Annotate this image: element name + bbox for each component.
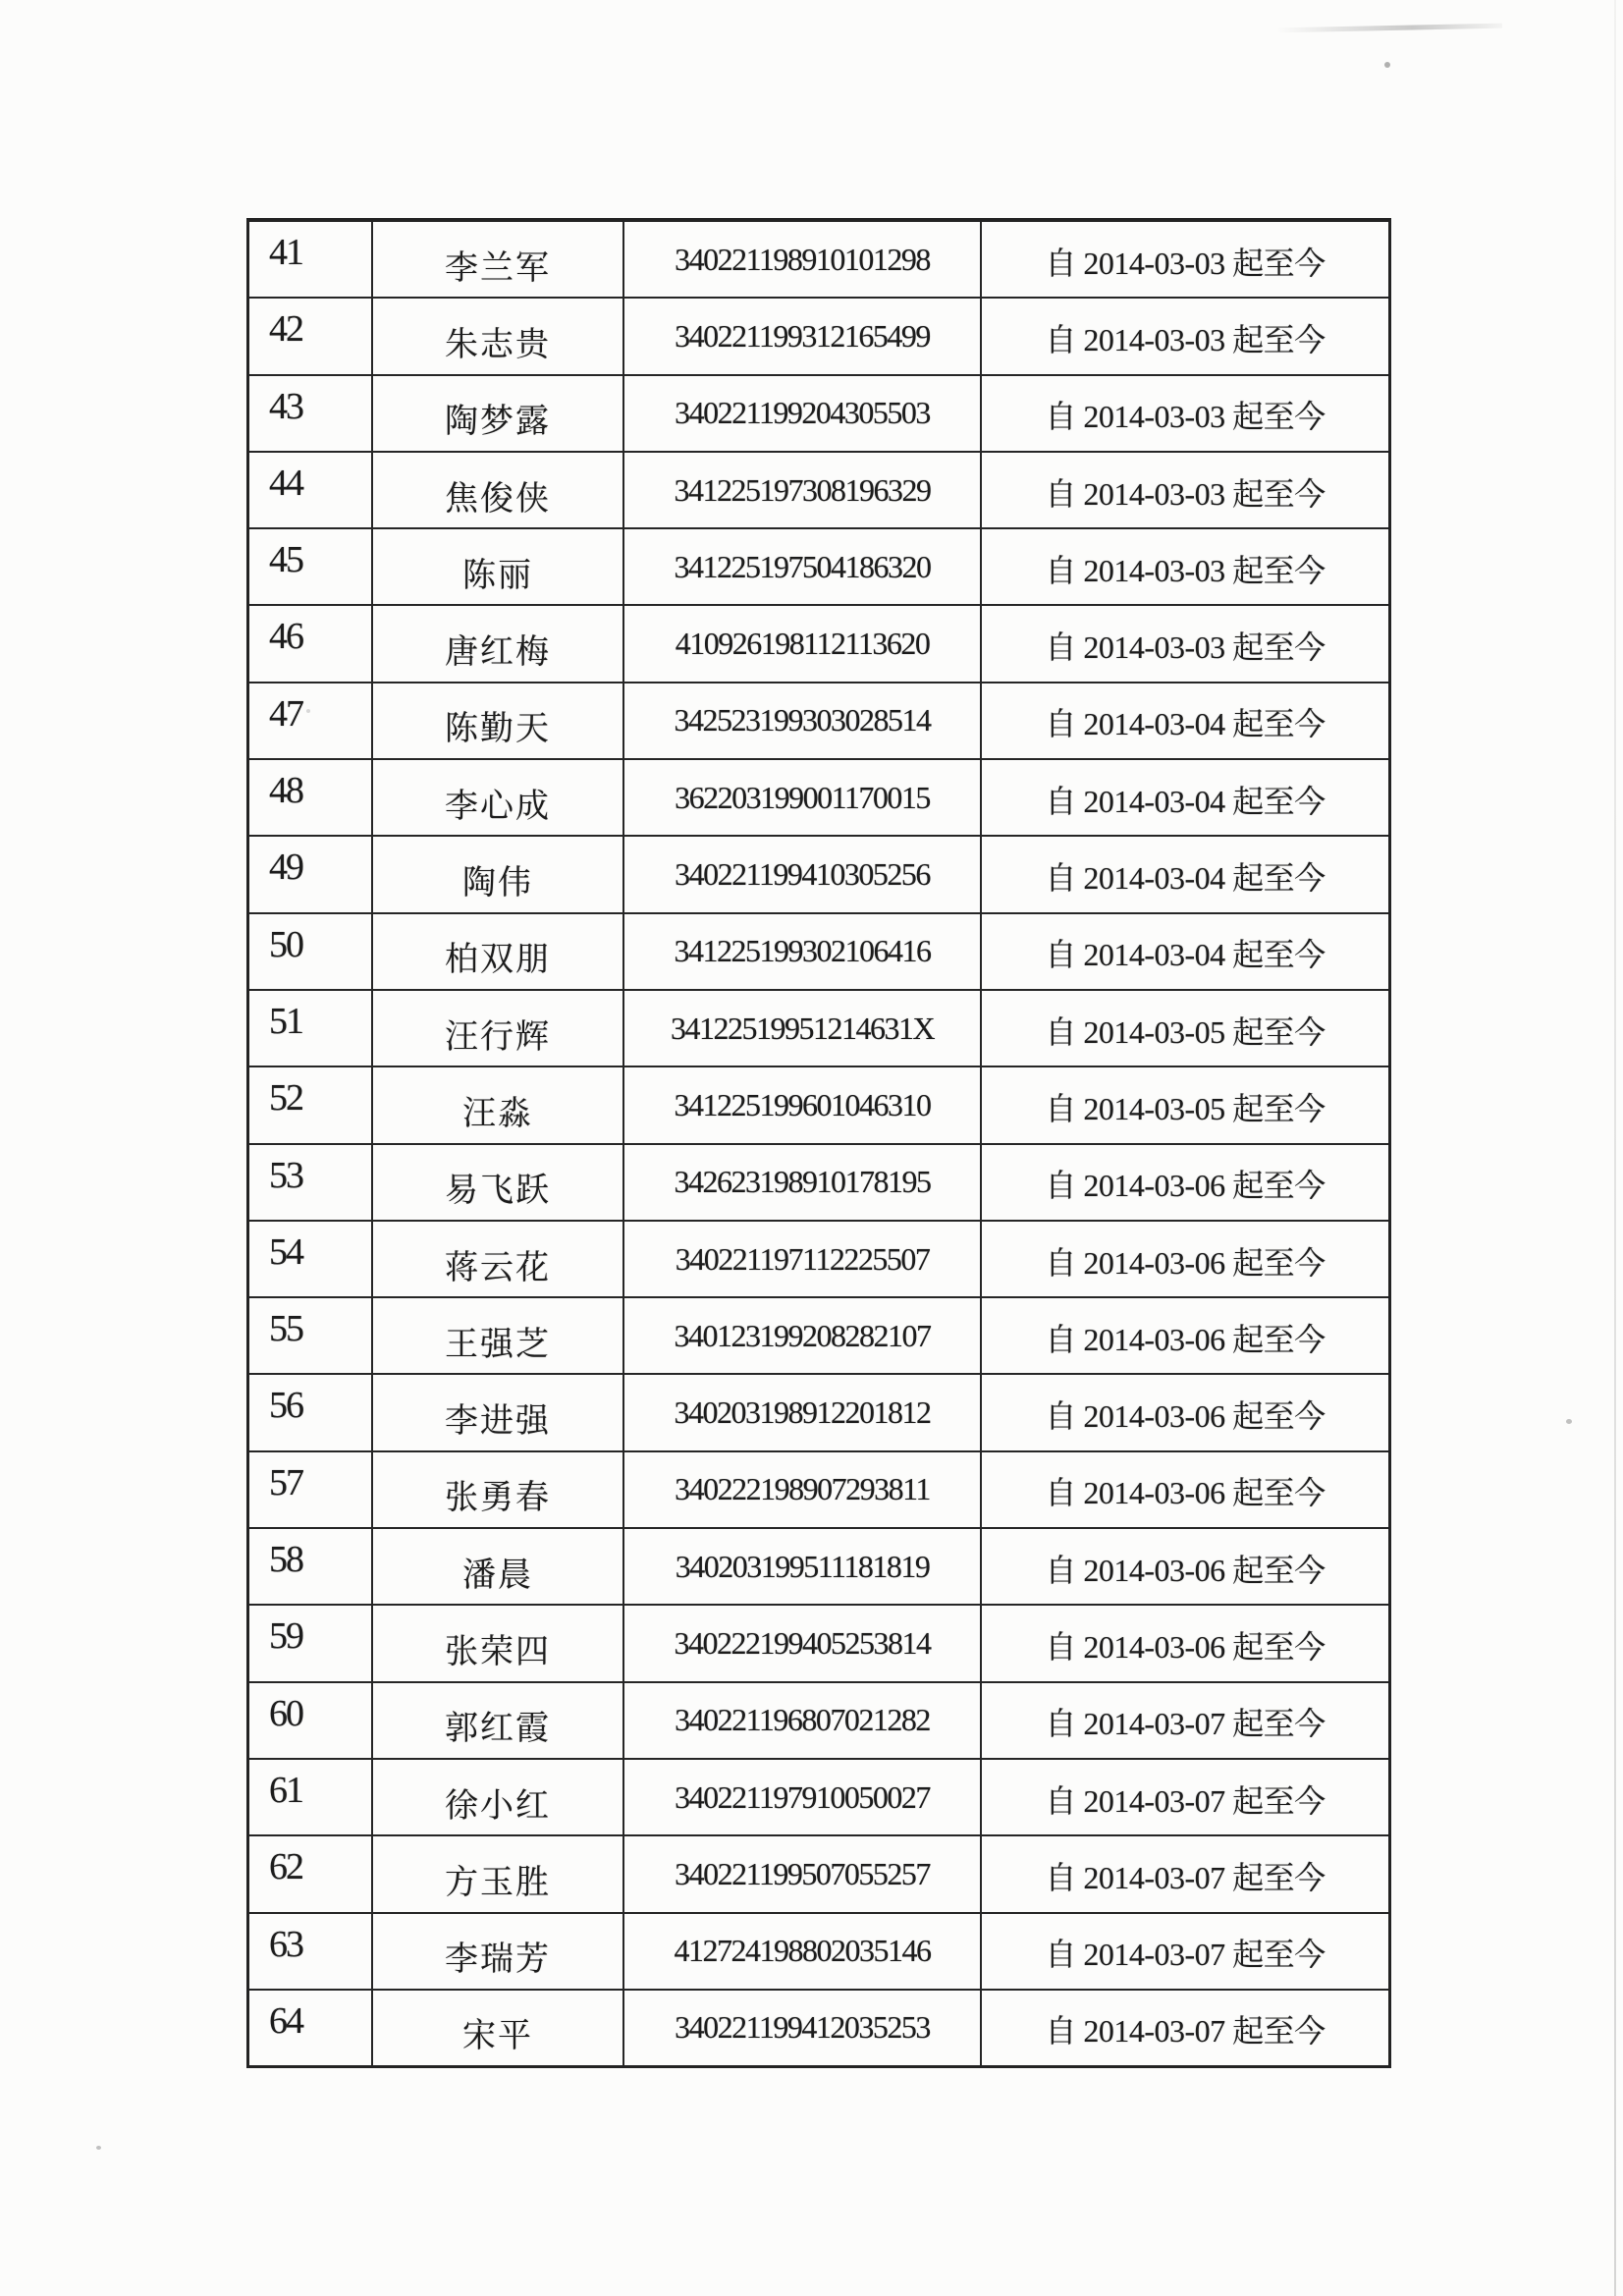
validity-period: 自 2014-03-03 起至今 [1045, 245, 1325, 281]
table-row [249, 1914, 1388, 1991]
validity-period: 自 2014-03-07 起至今 [1045, 1782, 1325, 1819]
table-row [249, 991, 1388, 1067]
id-number: 341225197504186320 [624, 529, 982, 604]
person-name: 易飞跃 [373, 1145, 624, 1220]
person-name: 张勇春 [373, 1452, 624, 1527]
table-row [249, 683, 1388, 760]
person-name: 潘晨 [373, 1529, 624, 1604]
id-number: 34122519951214631X [624, 991, 982, 1066]
scan-page-edge-line [1614, 0, 1616, 2296]
validity-period: 自 2014-03-06 起至今 [1045, 1552, 1325, 1588]
table-row [249, 1529, 1388, 1606]
row-number: 56 [249, 1375, 373, 1449]
validity-period: 自 2014-03-04 起至今 [1045, 937, 1325, 973]
id-number: 412724198802035146 [624, 1914, 982, 1989]
table-row [249, 1836, 1388, 1913]
row-number: 54 [249, 1222, 373, 1296]
id-number: 340221199507055257 [624, 1836, 982, 1911]
row-number: 41 [249, 222, 373, 297]
validity-period: 自 2014-03-06 起至今 [1045, 1475, 1325, 1511]
id-number: 340222199405253814 [624, 1606, 982, 1680]
table-row [249, 837, 1388, 913]
table-row [249, 1452, 1388, 1529]
row-number: 45 [249, 529, 373, 604]
validity-period: 自 2014-03-04 起至今 [1045, 706, 1325, 742]
validity-period: 自 2014-03-03 起至今 [1045, 552, 1325, 588]
validity-period: 自 2014-03-03 起至今 [1045, 475, 1325, 512]
person-name: 徐小红 [373, 1760, 624, 1834]
table-row [249, 606, 1388, 683]
table-row [249, 1222, 1388, 1298]
person-name: 方玉胜 [373, 1836, 624, 1911]
row-number: 60 [249, 1683, 373, 1758]
id-number: 340221199312165499 [624, 299, 982, 373]
row-number: 58 [249, 1529, 373, 1604]
validity-period: 自 2014-03-07 起至今 [1045, 2013, 1325, 2050]
scan-speck [96, 2146, 101, 2150]
row-number: 55 [249, 1298, 373, 1373]
person-name: 宋平 [373, 1991, 624, 2065]
id-number: 410926198112113620 [624, 606, 982, 681]
person-name: 郭红霞 [373, 1683, 624, 1758]
id-number: 340203199511181819 [624, 1529, 982, 1604]
validity-period: 自 2014-03-03 起至今 [1045, 629, 1325, 666]
person-name: 李瑞芳 [373, 1914, 624, 1989]
table-row [249, 222, 1388, 299]
row-number: 59 [249, 1606, 373, 1680]
id-number: 341225199601046310 [624, 1067, 982, 1142]
id-number: 340221199410305256 [624, 837, 982, 911]
table-row [249, 1145, 1388, 1222]
person-name: 柏双朋 [373, 914, 624, 989]
row-number: 43 [249, 376, 373, 451]
person-name: 李心成 [373, 760, 624, 835]
table-row [249, 1375, 1388, 1451]
row-number: 47 [249, 683, 373, 758]
person-name: 陶伟 [373, 837, 624, 911]
table-row [249, 299, 1388, 375]
person-name: 王强芝 [373, 1298, 624, 1373]
roster-table [246, 218, 1391, 2068]
row-number: 52 [249, 1067, 373, 1142]
person-name: 陈勤天 [373, 683, 624, 758]
person-name: 陶梦露 [373, 376, 624, 451]
person-name: 汪行辉 [373, 991, 624, 1066]
table-row [249, 453, 1388, 529]
table-row [249, 1298, 1388, 1375]
table-row [249, 1683, 1388, 1760]
validity-period: 自 2014-03-06 起至今 [1045, 1628, 1325, 1665]
scan-dot-right-margin [1566, 1419, 1572, 1424]
row-number: 63 [249, 1914, 373, 1989]
table-row [249, 529, 1388, 606]
validity-period: 自 2014-03-07 起至今 [1045, 1706, 1325, 1742]
table-row [249, 1760, 1388, 1836]
row-number: 53 [249, 1145, 373, 1220]
validity-period: 自 2014-03-06 起至今 [1045, 1168, 1325, 1204]
row-number: 51 [249, 991, 373, 1066]
id-number: 340221199204305503 [624, 376, 982, 451]
person-name: 李兰军 [373, 222, 624, 297]
row-number: 50 [249, 914, 373, 989]
table-row [249, 376, 1388, 453]
person-name: 朱志贵 [373, 299, 624, 373]
validity-period: 自 2014-03-05 起至今 [1045, 1090, 1325, 1126]
person-name: 焦俊侠 [373, 453, 624, 527]
person-name: 陈丽 [373, 529, 624, 604]
table-row [249, 1606, 1388, 1682]
validity-period: 自 2014-03-03 起至今 [1045, 321, 1325, 357]
validity-period: 自 2014-03-06 起至今 [1045, 1244, 1325, 1281]
id-number: 340221197112225507 [624, 1222, 982, 1296]
validity-period: 自 2014-03-06 起至今 [1045, 1398, 1325, 1435]
table-row [249, 760, 1388, 837]
row-number: 44 [249, 453, 373, 527]
row-number: 62 [249, 1836, 373, 1911]
table-row [249, 1991, 1388, 2065]
id-number: 341225199302106416 [624, 914, 982, 989]
id-number: 362203199001170015 [624, 760, 982, 835]
id-number: 340222198907293811 [624, 1452, 982, 1527]
id-number: 340123199208282107 [624, 1298, 982, 1373]
validity-period: 自 2014-03-07 起至今 [1045, 1859, 1325, 1895]
id-number: 342523199303028514 [624, 683, 982, 758]
validity-period: 自 2014-03-04 起至今 [1045, 783, 1325, 819]
validity-period: 自 2014-03-03 起至今 [1045, 399, 1325, 435]
table-row [249, 914, 1388, 991]
id-number: 340221199412035253 [624, 1991, 982, 2065]
row-number: 46 [249, 606, 373, 681]
row-number: 61 [249, 1760, 373, 1834]
scan-smudge-top-right [1276, 24, 1502, 33]
id-number: 340221198910101298 [624, 222, 982, 297]
id-number: 340221197910050027 [624, 1760, 982, 1834]
row-number: 57 [249, 1452, 373, 1527]
row-number: 42 [249, 299, 373, 373]
row-number: 64 [249, 1991, 373, 2065]
person-name: 张荣四 [373, 1606, 624, 1680]
validity-period: 自 2014-03-04 起至今 [1045, 860, 1325, 897]
scan-speck [1384, 62, 1390, 68]
validity-period: 自 2014-03-05 起至今 [1045, 1013, 1325, 1050]
validity-period: 自 2014-03-06 起至今 [1045, 1321, 1325, 1357]
id-number: 341225197308196329 [624, 453, 982, 527]
id-number: 340221196807021282 [624, 1683, 982, 1758]
table-row [249, 1067, 1388, 1144]
id-number: 340203198912201812 [624, 1375, 982, 1449]
person-name: 李进强 [373, 1375, 624, 1449]
row-number: 49 [249, 837, 373, 911]
validity-period: 自 2014-03-07 起至今 [1045, 1937, 1325, 1973]
person-name: 蒋云花 [373, 1222, 624, 1296]
person-name: 唐红梅 [373, 606, 624, 681]
id-number: 342623198910178195 [624, 1145, 982, 1220]
row-number: 48 [249, 760, 373, 835]
person-name: 汪淼 [373, 1067, 624, 1142]
